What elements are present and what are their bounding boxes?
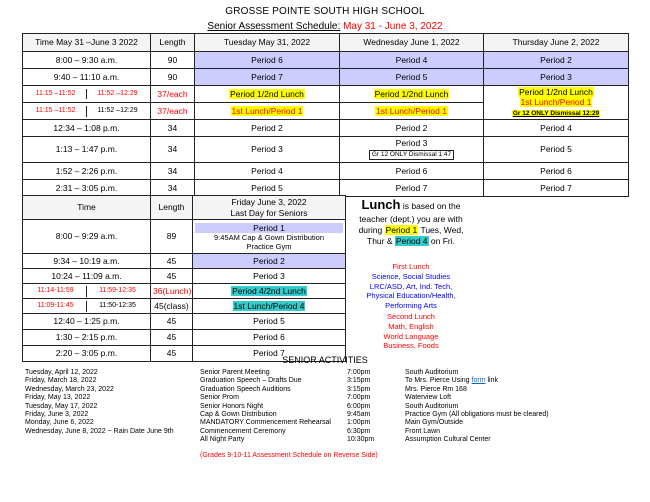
activity-date: Wednesday, June 8, 2022 ~ Rain Date June 9th	[25, 427, 174, 435]
time-cell: 1:52 – 2:26 p.m.	[23, 163, 151, 180]
time-cell-split	[23, 299, 151, 314]
length-cell: 89	[151, 220, 193, 254]
time-cell: 9:40 – 11:10 a.m.	[23, 69, 151, 86]
period-cell: Period 2	[195, 120, 340, 137]
activity-time: 6:00pm	[347, 402, 371, 410]
first-lunch-list	[350, 262, 472, 311]
first-lunch-line: Physical Education/Health,	[366, 291, 456, 301]
activity-location-text: To Mrs. Pierce Using	[405, 377, 472, 385]
time-cell: 2:31 – 3:05 p.m.	[23, 180, 151, 197]
activity-date: Monday, June 6, 2022	[25, 419, 94, 427]
turquoise-highlight: 1st Lunch/Period 4	[233, 300, 305, 311]
activity-event: Commencement Ceremony	[200, 427, 286, 435]
time-range: 11:50-12:35	[99, 301, 136, 309]
period-cell: Period 2	[484, 52, 629, 69]
second-lunch-list	[350, 312, 472, 351]
yellow-highlight: Period 1/2nd Lunch	[374, 88, 449, 99]
friday-schedule-table	[22, 195, 346, 362]
period-cell: Period 3	[195, 137, 340, 163]
lunch-note-text: Tues, Wed, Thur &	[367, 224, 464, 246]
length-cell: 45(class)	[151, 299, 193, 314]
turquoise-highlight: Period 4/2nd Lunch	[232, 285, 306, 296]
thursday-lunch-cell	[484, 86, 629, 120]
yellow-highlight: 1st Lunch/Period 1	[231, 105, 303, 116]
activity-event: Cap & Gown Distribution	[200, 411, 277, 419]
length-cell: 45	[151, 269, 193, 284]
reverse-side-note: (Grades 9-10-11 Assessment Schedule on Reverse Side)	[200, 452, 378, 459]
period-cell	[195, 86, 340, 103]
activity-event: All Night Party	[200, 436, 245, 444]
first-lunch-title: First Lunch	[392, 262, 430, 271]
period-cell	[340, 137, 484, 163]
activity-event: Graduation Speech – Drafts Due	[200, 377, 302, 385]
time-cell-split	[23, 284, 151, 299]
friday-header-line1: Friday June 3, 2022	[231, 197, 307, 207]
length-cell: 37/each	[151, 86, 195, 103]
yellow-highlight: 1st Lunch/Period 1	[520, 97, 592, 108]
form-link[interactable]: form	[471, 377, 486, 385]
activity-location: Waterview Loft	[405, 394, 452, 402]
length-cell: 34	[151, 180, 195, 197]
activity-time: 9:45am	[347, 411, 371, 419]
length-cell: 45	[151, 314, 193, 330]
period-cell: Period 6	[193, 330, 346, 346]
second-lunch-line: Business, Foods	[383, 341, 439, 351]
period-cell: Period 3	[484, 69, 629, 86]
time-range: 11:15 –11:52	[25, 106, 87, 117]
length-cell: 45	[151, 330, 193, 346]
activity-date: Tuesday, April 12, 2022	[25, 369, 98, 376]
col-header-length: Length	[151, 196, 193, 220]
cap-gown-note: 9:45AM Cap & Gown Distribution	[213, 232, 325, 242]
activity-location: Front Lawn	[405, 427, 441, 435]
period-cell: Period 5	[484, 137, 629, 163]
activity-time: 6:30pm	[347, 427, 371, 435]
period-cell: Period 2	[340, 120, 484, 137]
activity-date: Friday, June 3, 2022	[25, 411, 89, 419]
length-cell: 34	[151, 120, 195, 137]
senior-activities-list	[0, 369, 650, 445]
activity-row	[0, 428, 650, 436]
location-note: Practice Gym	[246, 241, 292, 251]
period-cell: Period 6	[340, 163, 484, 180]
activity-row	[0, 369, 650, 377]
lunch-note-lead: Lunch	[361, 197, 401, 212]
period-cell	[193, 284, 346, 299]
activity-row	[0, 386, 650, 394]
time-cell: 9:34 – 10:19 a.m.	[23, 254, 151, 269]
week-schedule-table	[22, 33, 629, 197]
period-label: Period 3	[395, 138, 428, 149]
gr12-dismissal-note: Gr 12 ONLY Dismissal 12:29	[512, 110, 600, 118]
time-cell: 2:20 – 3:05 p.m.	[23, 346, 151, 362]
time-cell-split	[23, 86, 151, 103]
time-range: 11:15 –11:52	[25, 89, 87, 100]
activity-date: Tuesday, May 17, 2022	[25, 402, 98, 410]
time-cell-split	[23, 103, 151, 120]
gr12-dismissal-note: Gr 12 ONLY Dismissal 1:47	[369, 150, 454, 160]
col-header-time: Time May 31 –June 3 2022	[23, 34, 151, 52]
period-cell	[340, 103, 484, 120]
col-header-tuesday: Tuesday May 31, 2022	[195, 34, 340, 52]
length-cell: 36(Lunch)	[151, 284, 193, 299]
period-cell: Period 7	[340, 180, 484, 197]
length-cell: 45	[151, 346, 193, 362]
period-cell: Period 5	[195, 180, 340, 197]
activity-row	[0, 403, 650, 411]
time-cell: 1:13 – 1:47 p.m.	[23, 137, 151, 163]
activity-location	[405, 377, 650, 385]
activity-date: Friday, May 13, 2022	[25, 394, 91, 402]
activity-row	[0, 394, 650, 402]
time-range: 11:52 –12:29	[97, 89, 138, 97]
activity-row	[0, 419, 650, 427]
yellow-highlight: 1st Lunch/Period 1	[376, 105, 447, 116]
time-range: 11:59-12:35	[99, 286, 136, 294]
period-cell: Period 5	[193, 314, 346, 330]
period-cell: Period 4	[195, 163, 340, 180]
friday-header-line2: Last Day for Seniors	[230, 207, 308, 218]
activity-event: Senior Prom	[200, 394, 239, 402]
activity-time: 10:30pm	[347, 436, 375, 444]
schedule-title-dates: May 31 - June 3, 2022	[343, 20, 443, 32]
activity-location: Practice Gym (All obligations must be cleared)	[405, 411, 549, 419]
first-lunch-line: Performing Arts	[385, 301, 437, 310]
time-cell: 12:34 – 1:08 p.m.	[23, 120, 151, 137]
activity-date: Friday, March 18, 2022	[25, 377, 97, 385]
period-cell: Period 7	[195, 69, 340, 86]
period-cell: Period 7	[193, 346, 346, 362]
col-header-friday	[193, 196, 346, 220]
second-lunch-line: World Language	[383, 331, 439, 341]
period-cell: Period 4	[340, 52, 484, 69]
activity-event: Senior Honors Night	[200, 402, 264, 410]
first-lunch-line: Science, Social Studies	[371, 271, 451, 281]
time-range: 11:09-11:45	[25, 301, 87, 312]
period4-highlight: Period 4	[395, 235, 428, 246]
col-header-wednesday: Wednesday June 1, 2022	[340, 34, 484, 52]
activity-time: 3:15pm	[347, 377, 371, 385]
first-lunch-line: LRC/ASD, Art, Ind. Tech,	[369, 281, 453, 291]
time-cell: 8:00 – 9:29 a.m.	[23, 220, 151, 254]
activity-time: 7:00pm	[347, 394, 371, 402]
period-cell	[193, 299, 346, 314]
page-header	[0, 6, 650, 33]
activity-location: Mrs. Pierce Rm 168	[405, 385, 467, 393]
period-cell: Period 5	[340, 69, 484, 86]
second-lunch-title: Second Lunch	[387, 312, 435, 321]
time-cell: 8:00 – 9:30 a.m.	[23, 52, 151, 69]
lunch-note-text: is based on the teacher (dept.) you are with during	[358, 201, 463, 235]
activity-location: South Auditorium	[405, 402, 459, 410]
second-lunch-line: Math, English	[388, 321, 434, 331]
period-label: Period 1	[195, 223, 343, 233]
schedule-title	[0, 21, 650, 34]
period-cell: Period 7	[484, 180, 629, 197]
activity-location: Assumption Cultural Center	[405, 436, 491, 444]
yellow-highlight: Period 1/2nd Lunch	[519, 87, 593, 97]
activity-time: 1:00pm	[347, 419, 371, 427]
period1-highlight: Period 1	[385, 224, 418, 235]
lunch-note-text: on Fri.	[428, 235, 455, 246]
time-cell: 1:30 – 2:15 p.m.	[23, 330, 151, 346]
friday-period1-cell	[193, 220, 346, 254]
col-header-thursday: Thursday June 2, 2022	[484, 34, 629, 52]
activity-event: MANDATORY Commencement Rehearsal	[200, 419, 331, 427]
length-cell: 90	[151, 52, 195, 69]
period-cell: Period 2	[193, 254, 346, 269]
activity-time: 7:00pm	[347, 369, 371, 376]
activity-row	[0, 411, 650, 419]
activity-date	[25, 436, 200, 444]
activity-row	[0, 436, 650, 444]
period-cell	[195, 103, 340, 120]
col-header-length: Length	[151, 34, 195, 52]
activity-date: Wednesday, March 23, 2022	[25, 385, 114, 393]
activity-event: Graduation Speech Auditions	[200, 385, 291, 393]
senior-activities-heading: SENIOR ACTIVITIES	[282, 355, 368, 365]
period-cell: Period 3	[193, 269, 346, 284]
activity-location: South Auditorium	[405, 369, 459, 376]
time-cell: 12:40 – 1:25 p.m.	[23, 314, 151, 330]
activity-location-text: link	[485, 377, 498, 385]
period-cell: Period 6	[484, 163, 629, 180]
period-cell: Period 4	[484, 120, 629, 137]
yellow-highlight: Period 1/2nd Lunch	[230, 88, 304, 99]
senior-activities-section	[0, 355, 650, 445]
time-range: 11:52 –12:29	[97, 106, 138, 114]
activity-time: 3:15pm	[347, 385, 371, 393]
length-cell: 90	[151, 69, 195, 86]
length-cell: 37/each	[151, 103, 195, 120]
lunch-note	[350, 197, 472, 247]
activity-location: Main Gym/Outside	[405, 419, 463, 427]
school-name: GROSSE POINTE SOUTH HIGH SCHOOL	[225, 6, 425, 17]
length-cell: 34	[151, 163, 195, 180]
period-cell	[340, 86, 484, 103]
activity-event: Senior Parent Meeting	[200, 369, 270, 376]
period-cell: Period 6	[195, 52, 340, 69]
schedule-title-label: Senior Assessment Schedule:	[207, 20, 341, 32]
length-cell: 34	[151, 137, 195, 163]
time-cell: 10:24 – 11:09 a.m.	[23, 269, 151, 284]
length-cell: 45	[151, 254, 193, 269]
activity-row	[0, 377, 650, 385]
col-header-time: Time	[23, 196, 151, 220]
time-range: 11:14-11:59	[25, 286, 87, 297]
